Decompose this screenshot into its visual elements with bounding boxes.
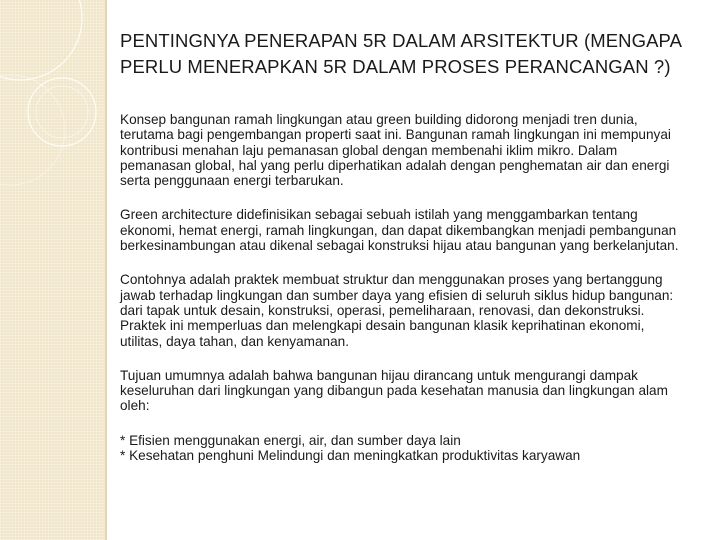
slide-body [120,112,680,463]
goal-bullet-list [120,433,680,464]
paragraph-green-building-concept: Konsep bangunan ramah lingkungan atau green building didorong menjadi tren dunia, terutama bagi pengembangan properti saat ini. Bangunan ramah lingkungan ini mempunyai kontribusi menahan laju pemanasan global dengan membenahi iklim mikro. Dalam pemanasan global, hal yang perlu diperhatikan adalah dengan penghematan air dan energi serta penggunaan energi terbarukan. [120,112,671,189]
bullet-item: * Kesehatan penghuni Melindungi dan meningkatkan produktivitas karyawan [120,448,581,464]
paragraph-green-architecture-definition: Green architecture didefinisikan sebagai sebuah istilah yang menggambarkan tentang ekonomi, hemat energi, ramah lingkungan, dan dapat dikembangkan menjadi pembangunan berkesinambungan atau dikenal sebagai konstruksi hijau atau bangunan yang berkelanjutan. [120,207,679,254]
decorative-side-band [0,0,105,540]
slide-title: PENTINGNYA PENERAPAN 5R DALAM ARSITEKTUR (MENGAPA PERLU MENERAPKAN 5R DALAM PROSES PERANCANGAN ?) [120,30,682,77]
bullet-item: * Efisien menggunakan energi, air, dan sumber daya lain [120,432,461,448]
paragraph-general-goal: Tujuan umumnya adalah bahwa bangunan hijau dirancang untuk mengurangi dampak keseluruhan dari lingkungan yang dibangun pada kesehatan manusia dan lingkungan alam oleh: [120,367,668,414]
paragraph-practice-example: Contohnya adalah praktek membuat struktur dan menggunakan proses yang bertanggung jawab terhadap lingkungan dan sumber daya yang efisien di seluruh siklus hidup bangunan: dari tapak untuk desain, konstruksi, operasi, pemeliharaan, renovasi, dan dekonstruksi. Praktek ini memperluas dan melengkapi desain bangunan klasik keprihatinan ekonomi, utilitas, daya tahan, dan kenyamanan. [120,272,674,349]
decorative-circles [0,0,105,540]
side-band-edge [105,0,107,540]
